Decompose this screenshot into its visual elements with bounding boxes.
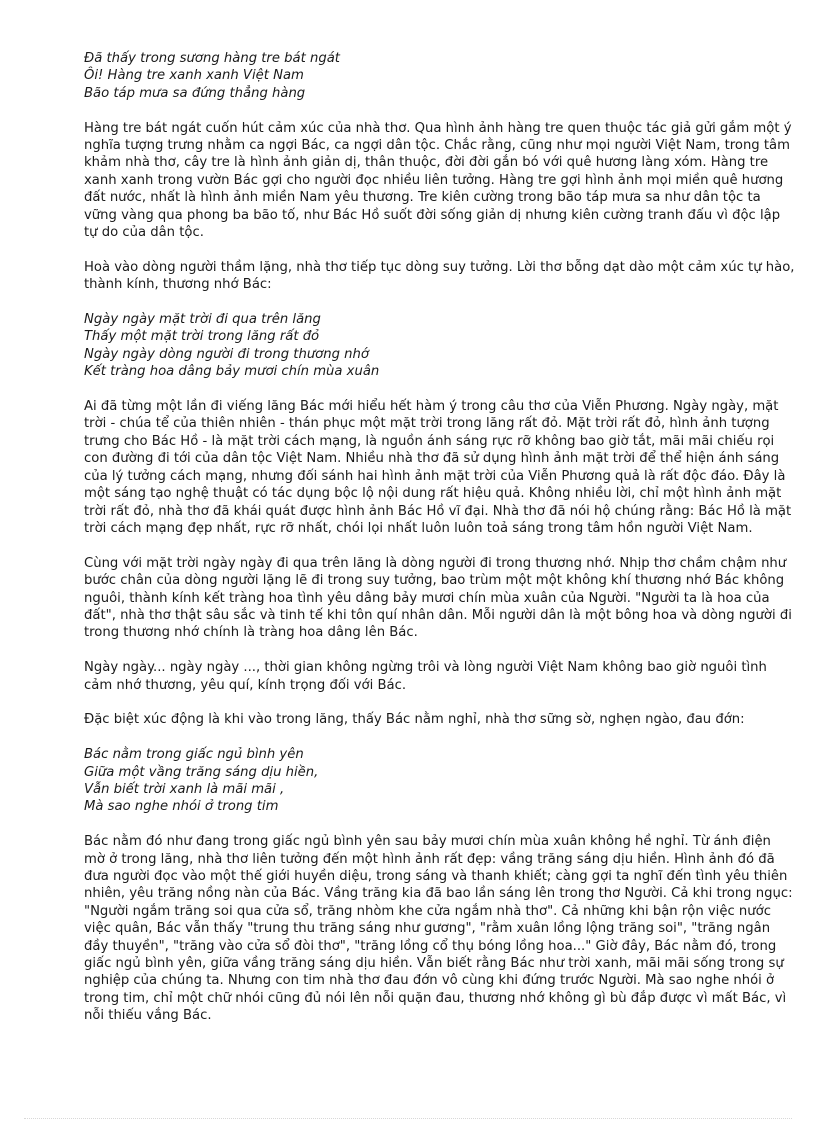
paragraph-emotion: Đặc biệt xúc động là khi vào trong lăng, thấy Bác nằm nghỉ, nhà thơ sững sờ, nghẹn ngào, đau đớn: [84, 712, 745, 728]
poem-line: Ngày ngày mặt trời đi qua trên lăng [84, 312, 321, 328]
paragraph-stream: Hoà vào dòng người thầm lặng, nhà thơ tiếp tục dòng suy tưởng. Lời thơ bỗng dạt dào một cảm xúc tự hào, thành kính, thương nhớ Bác: [84, 259, 795, 293]
poem-line: Bác nằm trong giấc ngủ bình yên [84, 747, 304, 763]
poem-line: Giữa một vầng trăng sáng dịu hiền, [84, 764, 319, 780]
poem-stanza-moon [84, 746, 796, 816]
paragraph-moon: Bác nằm đó như đang trong giấc ngủ bình yên sau bảy mươi chín mùa xuân không hề nghỉ. Từ ánh điện mờ ở trong lăng, nhà thơ liên tưởng đến một hình ảnh rất đẹp: vầng trăng sáng dịu hiền. Hình ảnh đó đã đưa người đọc vào một thế giới huyền diệu, trong sáng và thanh khiết; càng gợi ta nghĩ đến tình yêu thiên nhiên, yêu trăng nồng nàn của Bác. Vầng trăng kia đã bao lần sáng lên trong thơ Người. Cả khi trong ngục: "Người ngắm trăng soi qua cửa sổ, trăng nhòm khe cửa ngắm nhà thơ". Cả những khi bận rộn việc nước việc quân, Bác vẫn thấy "trung thu trăng sáng như gương", "rằm xuân lồng lộng trăng soi", "trăng ngân đầy thuyền", "trăng vào cửa sổ đòi thơ", "trăng lồng cổ thụ bóng lồng hoa..." Giờ đây, Bác nằm đó, trong giấc ngủ bình yên, giữa vầng trăng sáng dịu hiền. Vẫn biết rằng Bác như trời xanh, mãi mãi sống trong sự nghiệp của chúng ta. Nhưng con tim nhà thơ đau đớn vô cùng khi đứng trước Người. Mà sao nghe nhói ở trong tim, chỉ một chữ nhói cũng đủ nói lên nỗi quặn đau, thương nhớ không gì bù đắp được vì mất Bác, vì nỗi thiếu vắng Bác. [84, 834, 793, 1024]
poem-stanza-bamboo [84, 50, 796, 102]
poem-line: Bão táp mưa sa đứng thẳng hàng [84, 85, 306, 101]
poem-stanza-sun [84, 311, 796, 381]
page-bottom-divider [24, 1118, 792, 1119]
paragraph-time: Ngày ngày... ngày ngày ..., thời gian không ngừng trôi và lòng người Việt Nam không bao giờ nguôi tình cảm nhớ thương, yêu quí, kính trọng đối với Bác. [84, 660, 767, 693]
paragraph-bamboo: Hàng tre bát ngát cuốn hút cảm xúc của nhà thơ. Qua hình ảnh hàng tre quen thuộc tác giả gửi gắm một ý nghĩa tượng trưng nhằm ca ngợi Bác, ca ngợi dân tộc. Chắc rằng, cũng như mọi người Việt Nam, trong tâm khảm nhà thơ, cây tre là hình ảnh giản dị, thân thuộc, đời đời gắn bó với quê hương làng xóm. Hàng tre xanh xanh trong vườn Bác gợi cho người đọc nhiều liên tưởng. Hàng tre gợi hình ảnh mọi miền quê hương đất nước, nhất là hình ảnh miền Nam yêu thương. Tre kiên cường trong bão táp mưa sa như dân tộc ta vững vàng qua phong ba bão tố, như Bác Hồ suốt đời sống giản dị nhưng kiên cường tranh đấu vì độc lập tự do của dân tộc. [84, 120, 792, 241]
poem-line: Đã thấy trong sương hàng tre bát ngát [84, 51, 340, 66]
poem-line: Mà sao nghe nhói ở trong tim [84, 799, 279, 815]
poem-line: Ngày ngày dòng người đi trong thương nhớ [84, 346, 369, 362]
document-page [84, 50, 796, 1025]
poem-line: Kết tràng hoa dâng bảy mươi chín mùa xuân [84, 364, 380, 380]
poem-line: Thấy một mặt trời trong lăng rất đỏ [84, 329, 320, 345]
poem-line: Ôi! Hàng tre xanh xanh Việt Nam [84, 68, 304, 84]
paragraph-sun: Ai đã từng một lần đi viếng lăng Bác mới hiểu hết hàm ý trong câu thơ của Viễn Phương. Ngày ngày, mặt trời - chúa tể của thiên nhiên - thán phục một mặt trời trong lăng rất đỏ. Mặt trời rất đỏ, hình ảnh tượng trưng cho Bác Hồ - là mặt trời cách mạng, là nguồn ánh sáng rực rỡ không bao giờ tắt, mãi mãi chiếu rọi con đường đi tới của dân tộc Việt Nam. Nhiều nhà thơ đã sử dụng hình ảnh mặt trời để thể hiện ánh sáng của lý tưởng cách mạng, nhưng đối sánh hai hình ảnh mặt trời của Viễn Phương quả là rất độc đáo. Đây là một sáng tạo nghệ thuật có tác dụng bộc lộ nội dung rất hiệu quả. Không nhiều lời, chỉ một hình ảnh mặt trời rất đỏ, nhà thơ đã khái quát được hình ảnh Bác Hồ vĩ đại. Nhà thơ đã nói hộ chúng rằng: Bác Hồ là mặt trời cách mạng đẹp nhất, rực rỡ nhất, chói lọi nhất luôn luôn toả sáng trong tâm hồn người Việt Nam. [84, 399, 792, 536]
paragraph-people: Cùng với mặt trời ngày ngày đi qua trên lăng là dòng người đi trong thương nhớ. Nhịp thơ chầm chậm như bước chân của dòng người lặng lẽ đi trong suy tưởng, bao trùm một một không khí thương nhớ Bác không nguôi, thành kính kết tràng hoa tình yêu dâng bảy mươi chín mùa xuân của Người. "Người ta là hoa của đất", nhà thơ thật sâu sắc và tinh tế khi tôn quí nhân dân. Mỗi người dân là một bông hoa và dòng người đi trong thương nhớ chính là tràng hoa dâng lên Bác. [84, 555, 792, 641]
poem-line: Vẫn biết trời xanh là mãi mãi , [84, 781, 285, 797]
